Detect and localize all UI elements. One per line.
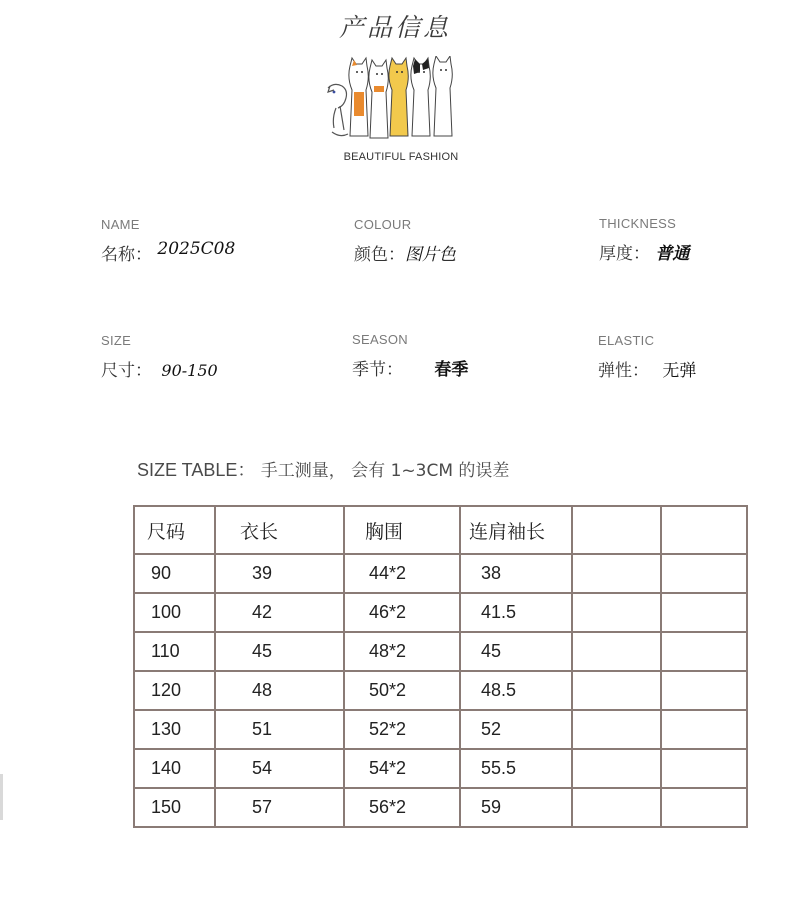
table-cell: 41.5 bbox=[460, 593, 572, 632]
table-cell: 140 bbox=[134, 749, 215, 788]
info-season bbox=[352, 332, 468, 380]
season-value: 春季 bbox=[434, 360, 469, 380]
table-cell: 59 bbox=[460, 788, 572, 827]
cats-logo-icon bbox=[322, 56, 462, 148]
header-cell-sleeve: 连肩袖长 bbox=[460, 506, 572, 554]
table-cell bbox=[661, 749, 747, 788]
table-cell bbox=[661, 671, 747, 710]
table-cell bbox=[572, 554, 661, 593]
table-cell: 38 bbox=[460, 554, 572, 593]
table-cell: 44*2 bbox=[344, 554, 460, 593]
table-cell bbox=[572, 593, 661, 632]
table-cell: 45 bbox=[215, 632, 344, 671]
table-cell bbox=[572, 788, 661, 827]
thickness-label: 厚度： bbox=[599, 244, 650, 264]
table-cell bbox=[572, 749, 661, 788]
table-header-row bbox=[134, 506, 747, 554]
colour-label: 颜色： bbox=[354, 245, 405, 265]
table-cell: 130 bbox=[134, 710, 215, 749]
table-cell: 42 bbox=[215, 593, 344, 632]
info-name bbox=[101, 217, 235, 265]
size-table-title-cn: 手工测量， 会有 1~3CM 的误差 bbox=[260, 461, 510, 481]
table-cell: 52 bbox=[460, 710, 572, 749]
table-cell bbox=[572, 671, 661, 710]
table-cell: 48*2 bbox=[344, 632, 460, 671]
table-cell: 57 bbox=[215, 788, 344, 827]
table-cell: 51 bbox=[215, 710, 344, 749]
thickness-value: 普通 bbox=[655, 244, 690, 264]
table-cell: 54*2 bbox=[344, 749, 460, 788]
table-row bbox=[134, 710, 747, 749]
season-label: 季节： bbox=[352, 360, 403, 380]
table-row bbox=[134, 788, 747, 827]
name-label: 名称： bbox=[101, 245, 152, 265]
header-cell-chest: 胸围 bbox=[344, 506, 460, 554]
table-cell: 50*2 bbox=[344, 671, 460, 710]
header-cell-size: 尺码 bbox=[134, 506, 215, 554]
table-cell: 100 bbox=[134, 593, 215, 632]
colour-en-label: COLOUR bbox=[354, 217, 412, 232]
table-cell: 55.5 bbox=[460, 749, 572, 788]
table-cell bbox=[572, 632, 661, 671]
table-cell bbox=[572, 710, 661, 749]
table-cell: 90 bbox=[134, 554, 215, 593]
table-cell: 48.5 bbox=[460, 671, 572, 710]
edge-mark bbox=[0, 774, 3, 820]
info-size bbox=[101, 333, 218, 381]
header-cell-empty bbox=[661, 506, 747, 554]
thickness-en-label: THICKNESS bbox=[599, 216, 677, 231]
table-cell: 110 bbox=[134, 632, 215, 671]
colour-value: 图片色 bbox=[405, 245, 456, 265]
elastic-en-label: ELASTIC bbox=[598, 333, 655, 348]
size-table bbox=[133, 505, 748, 828]
table-cell bbox=[661, 632, 747, 671]
table-cell bbox=[661, 554, 747, 593]
table-cell: 150 bbox=[134, 788, 215, 827]
name-value: 2025C08 bbox=[157, 239, 236, 259]
table-cell: 54 bbox=[215, 749, 344, 788]
season-en-label: SEASON bbox=[352, 332, 408, 347]
header-cell-length: 衣长 bbox=[215, 506, 344, 554]
table-cell bbox=[661, 788, 747, 827]
table-cell: 120 bbox=[134, 671, 215, 710]
size-en-label: SIZE bbox=[101, 333, 132, 348]
name-en-label: NAME bbox=[101, 217, 140, 232]
table-row bbox=[134, 554, 747, 593]
table-cell: 39 bbox=[215, 554, 344, 593]
elastic-label: 弹性： bbox=[598, 361, 649, 381]
elastic-value: 无弹 bbox=[662, 361, 697, 381]
info-thickness bbox=[599, 216, 689, 264]
table-row bbox=[134, 632, 747, 671]
size-label: 尺寸： bbox=[101, 361, 152, 381]
table-cell: 45 bbox=[460, 632, 572, 671]
size-table-title-en: SIZE TABLE： bbox=[137, 460, 256, 480]
table-cell: 48 bbox=[215, 671, 344, 710]
table-cell bbox=[661, 710, 747, 749]
header-cell-empty bbox=[572, 506, 661, 554]
table-row bbox=[134, 593, 747, 632]
table-cell: 46*2 bbox=[344, 593, 460, 632]
size-table-title bbox=[137, 456, 509, 482]
page-title: 产品信息 bbox=[338, 13, 451, 42]
logo-text: BEAUTIFUL FASHION bbox=[343, 151, 459, 163]
table-cell: 52*2 bbox=[344, 710, 460, 749]
info-colour bbox=[354, 217, 456, 265]
table-cell bbox=[661, 593, 747, 632]
table-cell: 56*2 bbox=[344, 788, 460, 827]
info-elastic bbox=[598, 333, 696, 381]
table-row bbox=[134, 749, 747, 788]
table-row bbox=[134, 671, 747, 710]
size-value: 90-150 bbox=[161, 361, 218, 380]
